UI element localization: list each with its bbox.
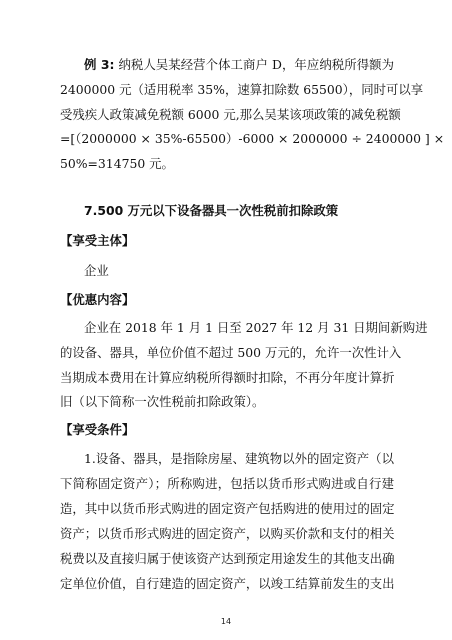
example-3-line-4: =[（2000000 × 35%-65500）-6000 × 2000000 ÷ 2400000 ] × [60,131,445,146]
benefit-line: 当期成本费用在计算应纳税所得额时扣除，不再分年度计算折 [60,370,395,385]
example-3-line-3: 受残疾人政策减免税额 6000 元,那么吴某该项政策的减免税额 [60,107,401,122]
subject-heading: 【享受主体】 [60,233,135,248]
subject-text: 企业 [84,263,109,278]
benefit-line: 的设备、器具，单位价值不超过 500 万元的，允许一次性计入 [60,345,402,360]
example-3-label: 例 3: [84,57,115,72]
page-number: 14 [220,617,232,626]
benefit-line: 旧（以下简称一次性税前扣除政策）。 [60,394,265,409]
example-3-line-1 [84,57,394,73]
example-3-line-5: 50%=314750 元。 [60,156,174,171]
conditions-line: 下简称固定资产）；所称购进，包括以货币形式购进或自行建 [60,476,394,491]
conditions-line: 造，其中以货币形式购进的固定资产包括购进的使用过的固定 [60,501,395,516]
conditions-line: 1.设备、器具，是指除房屋、建筑物以外的固定资产（以 [84,451,394,466]
benefit-line: 企业在 2018 年 1 月 1 日至 2027 年 12 月 31 日期间新购进 [84,320,428,335]
conditions-line: 定单位价值，自行建造的固定资产，以竣工结算前发生的支出 [60,576,395,591]
section-7-title: 7.500 万元以下设备器具一次性税前扣除政策 [84,203,339,218]
conditions-heading: 【享受条件】 [60,422,135,437]
conditions-line: 税费以及直接归属于使该资产达到预定用途发生的其他支出确 [60,551,395,566]
example-3-line-1-text: 纳税人吴某经营个体工商户 D，年应纳税所得额为 [118,57,394,72]
conditions-line: 资产；以货币形式购进的固定资产，以购买价款和支付的相关 [60,526,395,541]
example-3-line-2: 2400000 元（适用税率 35%，速算扣除数 65500），同时可以享 [60,82,424,97]
benefit-heading: 【优惠内容】 [60,292,135,307]
